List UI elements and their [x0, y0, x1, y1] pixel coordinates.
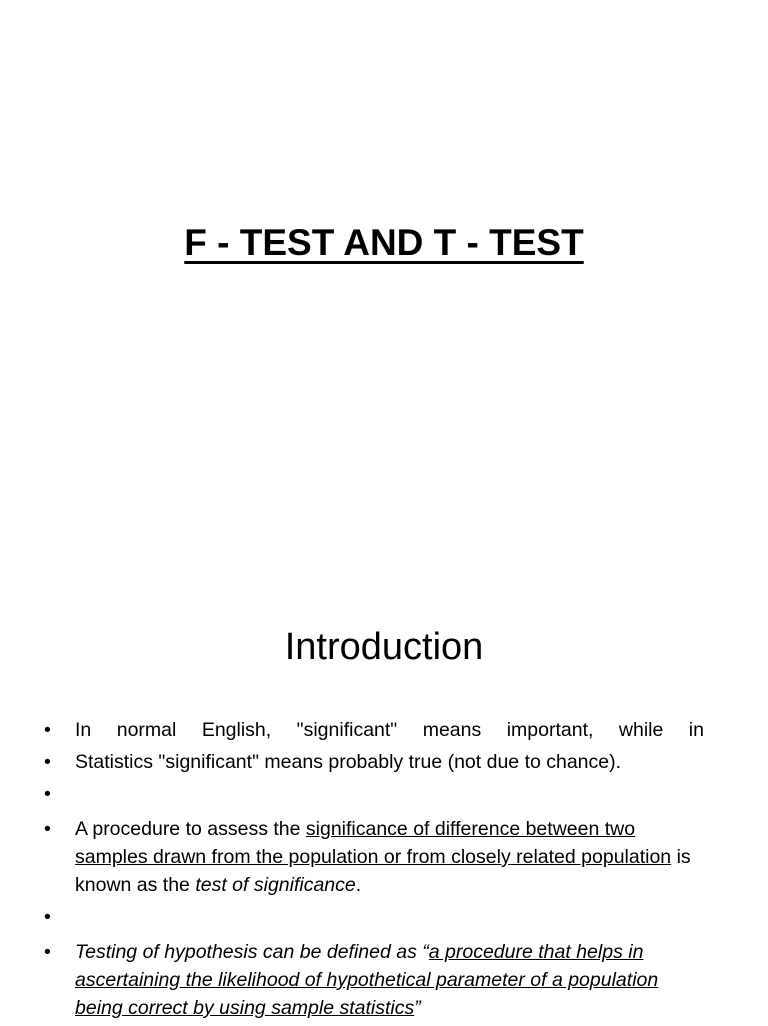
bullet-item-empty — [44, 780, 704, 808]
italic-text-segment: Testing of hypothesis can be defined as “ — [75, 941, 429, 963]
bullet-text — [75, 941, 658, 1019]
text-segment: A procedure to assess the — [75, 818, 306, 840]
bullet-icon: • — [44, 783, 51, 805]
bullet-text — [75, 818, 691, 896]
slide-title: F - TEST AND T - TEST — [184, 222, 584, 263]
bullet-item — [44, 748, 704, 776]
underlined-text-segment: significance of difference between two samples drawn from the population or from closely related population — [75, 818, 672, 868]
italic-text-segment: test of significance — [195, 874, 356, 896]
italic-text-segment: ” — [414, 997, 421, 1019]
bullet-item — [44, 716, 704, 744]
text-segment: . — [355, 874, 362, 896]
bullet-icon: • — [44, 906, 51, 928]
text-segment: is known as the — [75, 846, 691, 896]
bullet-item — [44, 815, 704, 899]
italic-underlined-text-segment: a procedure that helps in ascertaining the likelihood of hypothetical parameter of a population being correct by using sample statistics — [75, 941, 659, 1019]
bullet-icon: • — [44, 751, 51, 773]
bullet-text: In normal English, "significant" means important, while in — [75, 719, 704, 741]
bullet-item — [44, 938, 704, 1022]
bullet-icon: • — [44, 719, 51, 741]
bullet-item-empty — [44, 903, 704, 931]
bullet-icon: • — [44, 941, 51, 963]
section-heading-introduction: Introduction — [284, 626, 484, 668]
bullet-list — [44, 716, 704, 1026]
bullet-icon: • — [44, 818, 51, 840]
bullet-text: Statistics "significant" means probably true (not due to chance). — [75, 751, 622, 773]
